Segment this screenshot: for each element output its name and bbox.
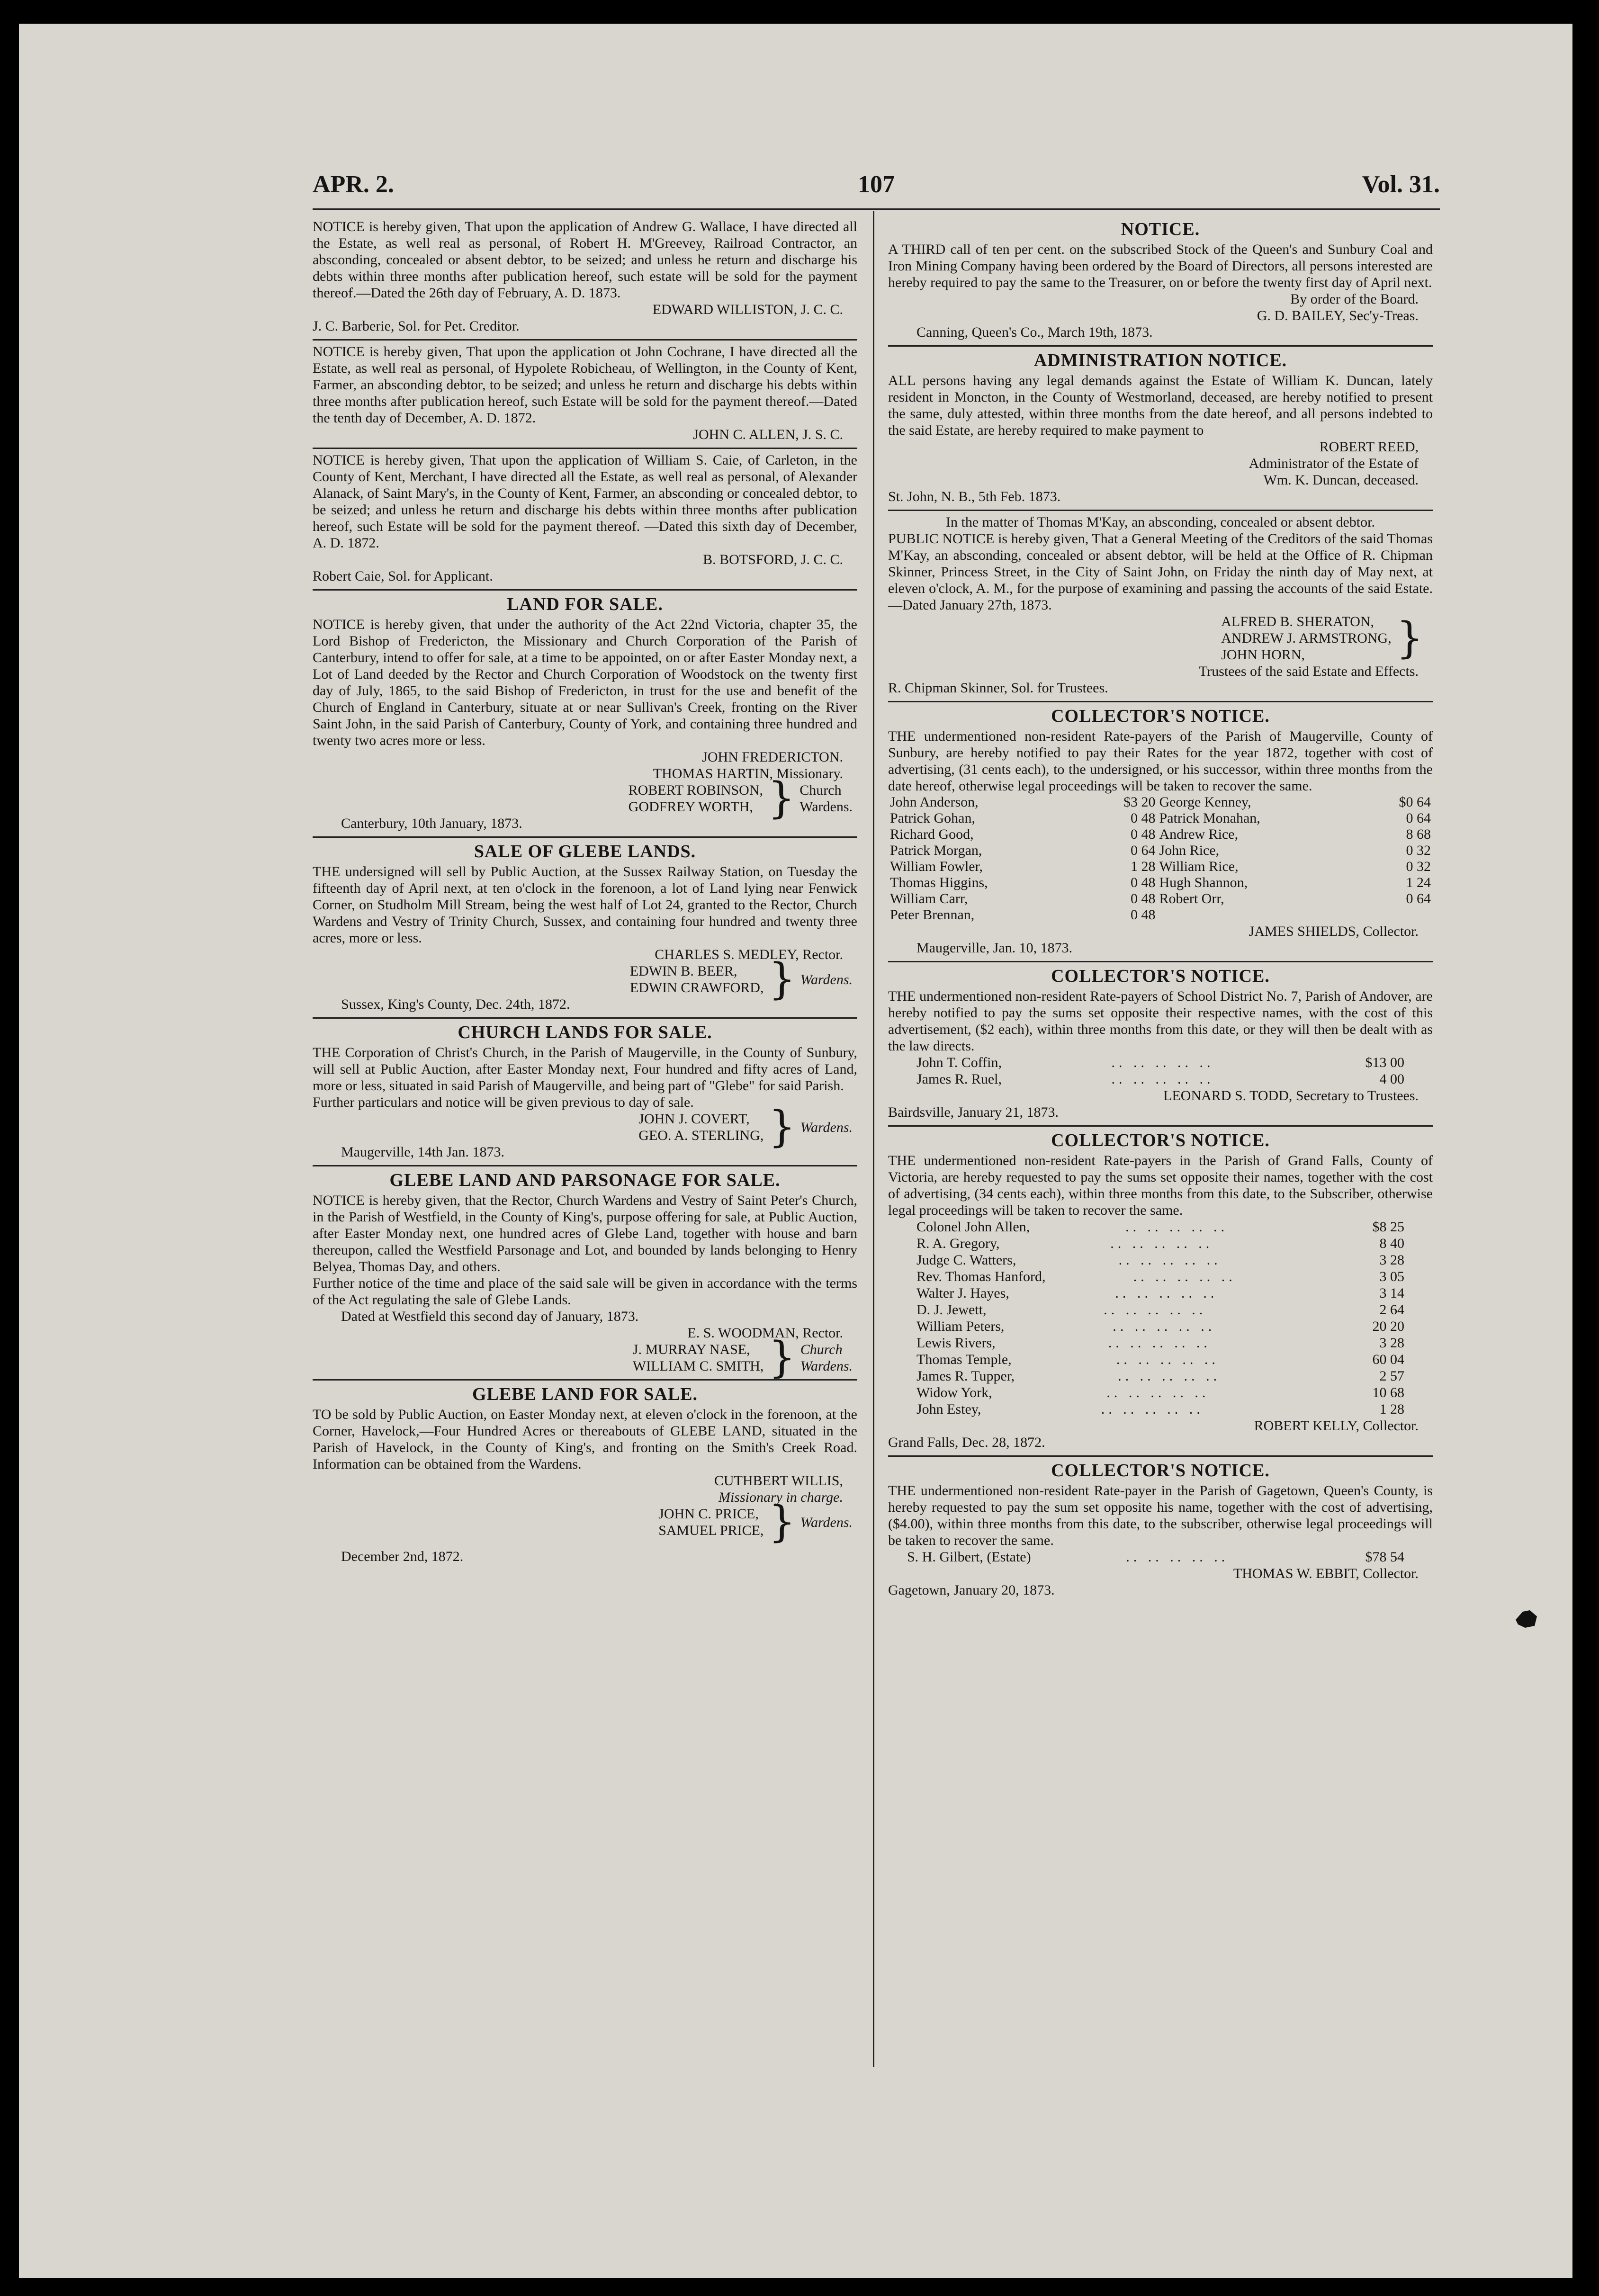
notice-signature: THOMAS W. EBBIT, Collector.: [1233, 1566, 1419, 1581]
ratepayer-amount: 1 28: [1131, 859, 1156, 874]
ratepayer-row: [916, 1252, 1404, 1268]
notice-dateline: Maugerville, Jan. 10, 1873.: [916, 940, 1073, 956]
ratepayer-row: [907, 1549, 1404, 1565]
notice-glebe-havelock: [313, 1381, 857, 1570]
leader-dots: .. .. .. .. ..: [1110, 1236, 1213, 1251]
ratepayer-name: James R. Ruel,: [916, 1071, 1002, 1087]
ratepayer-name: John Anderson,: [890, 794, 979, 810]
notice-glebe-lands: [313, 838, 857, 1019]
brace-glyph: }: [768, 954, 796, 1004]
ratepayer-row: [916, 1268, 1404, 1285]
ratepayer-amount: 8 68: [1406, 826, 1431, 842]
ratepayer-row: [916, 1054, 1404, 1071]
notice-dateline: Gagetown, January 20, 1873.: [888, 1582, 1055, 1598]
notice-signature: LEONARD S. TODD, Secretary to Trustees.: [1163, 1088, 1419, 1103]
notice-administration: [888, 347, 1433, 511]
ratepayer-name: [1158, 907, 1363, 923]
leader-dots: .. .. .. .. ..: [1111, 1071, 1214, 1087]
ratepayer-row: [888, 826, 1433, 843]
warden-role: Church: [800, 782, 842, 798]
ratepayers-list: [888, 1054, 1433, 1087]
notice-dateline: December 2nd, 1872.: [341, 1549, 464, 1564]
ratepayer-amount: 0 48: [1131, 907, 1156, 923]
leader-dots: .. .. .. .. ..: [1113, 1318, 1216, 1334]
warden-name: GEO. A. STERLING,: [638, 1128, 764, 1143]
matter-heading: In the matter of Thomas M'Kay, an absconding, concealed or absent debtor.: [946, 514, 1375, 530]
warden-role: Wardens.: [800, 971, 853, 987]
ratepayer-row: [916, 1301, 1404, 1318]
notice-mining-company: [888, 215, 1433, 347]
notice-body: NOTICE is hereby given, that the Rector, Church Wardens and Vestry of Saint Peter's Church, in the Parish of Westfield, in the County of King's, purpose offering for sale, at Public Auction, after Easter Monday next, one hundred acres of Glebe Land, together with house and barn thereupon, called the Westfield Parsonage and Lot, and bounded by lands belonging to Henry Belyea, Thomas Day, and others.: [313, 1193, 857, 1274]
warden-role: Wardens.: [800, 1119, 853, 1135]
page-number: 107: [858, 171, 895, 198]
notice-body: THE undersigned will sell by Public Auction, at the Sussex Railway Station, on Tuesday the fifteenth day of April next, at ten o'clock in the forenoon, a lot of Land lying near Fenwick Corner, on Studholm Mill Stream, being the west half of Lot 24, granted to the Rector, Church Wardens and Vestry of Trinity Church, Sussex, and containing four hundred and twenty three acres, more or less.: [313, 864, 857, 946]
ratepayer-row: [888, 891, 1433, 907]
ratepayer-row: [916, 1335, 1404, 1351]
newspaper-page: [19, 24, 1572, 2278]
issue-date: APR. 2.: [313, 171, 394, 198]
trustees-group: [888, 613, 1433, 663]
brace-glyph: }: [768, 773, 795, 823]
warden-role: Wardens.: [800, 799, 853, 815]
ratepayer-amount: 0 64: [1131, 843, 1156, 858]
notice-glebe-parsonage: [313, 1166, 857, 1381]
signature-rector: E. S. WOODMAN, Rector.: [687, 1325, 843, 1341]
ratepayer-amount: 1 24: [1406, 875, 1431, 890]
notice-dateline: Maugerville, 14th Jan. 1873.: [341, 1144, 504, 1160]
notice-title: COLLECTOR'S NOTICE.: [1051, 706, 1270, 726]
notice-body: THE undermentioned non-resident Rate-payers of the Parish of Maugerville, County of Sunbury, are hereby notified to pay their Rates for the year 1872, together with cost of advertising, (31 cents each), to the undersigned, or his successor, within three months from the date hereof, otherwise legal proceedings will be taken to recover the same.: [888, 728, 1433, 794]
ratepayer-row: [888, 907, 1433, 923]
running-header: [313, 166, 1440, 210]
notice-body: THE undermentioned non-resident Rate-payer in the Parish of Gagetown, Queen's County, is hereby requested to pay the sum set opposite his name, together with the cost of advertising, ($4.00), within three months from this date, to the subscriber, otherwise legal proceedings will be taken to recover the same.: [888, 1483, 1433, 1548]
ratepayer-amount: 0 48: [1131, 891, 1156, 906]
ratepayer-row: [888, 843, 1433, 859]
ratepayer-amount: 0 48: [1131, 826, 1156, 842]
notice-dateline: Dated at Westfield this second day of January, 1873.: [341, 1309, 639, 1324]
notice-title: COLLECTOR'S NOTICE.: [1051, 966, 1270, 986]
ratepayer-name: Patrick Morgan,: [890, 843, 982, 858]
leader-dots: .. .. .. .. ..: [1118, 1368, 1221, 1384]
ratepayer-amount: 0 32: [1406, 859, 1431, 874]
notice-mkay-creditors: [888, 511, 1433, 702]
ratepayer-name: Walter J. Hayes,: [916, 1285, 1009, 1301]
ratepayer-amount: 2 57: [1379, 1368, 1404, 1384]
ratepayer-amount: 0 48: [1131, 875, 1156, 890]
ratepayer-amount: 3 28: [1379, 1252, 1404, 1268]
notice-signature: ROBERT REED,: [1319, 439, 1419, 455]
notice-botsford: [313, 449, 857, 591]
ratepayer-name: Robert Orr,: [1159, 891, 1224, 906]
ratepayer-amount: 4 00: [1379, 1071, 1404, 1087]
brace-glyph: }: [768, 1497, 796, 1547]
leader-dots: .. .. .. .. ..: [1125, 1219, 1229, 1235]
notice-signature: JAMES SHIELDS, Collector.: [1249, 924, 1419, 939]
ratepayer-amount: 8 40: [1379, 1236, 1404, 1251]
order-line: By order of the Board.: [1290, 291, 1419, 307]
warden-name: ROBERT ROBINSON,: [628, 782, 764, 798]
ratepayer-name: Andrew Rice,: [1159, 826, 1239, 842]
ratepayer-row: [916, 1071, 1404, 1087]
notice-signature: G. D. BAILEY, Sec'y-Treas.: [1257, 308, 1419, 323]
leader-dots: .. .. .. .. ..: [1104, 1302, 1207, 1318]
notice-body: NOTICE is hereby given, That upon the application ot John Cochrane, I have directed all the Estate, as well real as personal, of Hypolete Robicheau, of Wellington, in the County of Kent, Farmer, an absconding debtor, to be seized; and unless he return and discharge his debts within three months after publication hereof, such Estate will be sold for the payment thereof.—Dated the tenth day of December, A. D. 1872.: [313, 344, 857, 426]
ratepayer-amount: [1363, 907, 1433, 923]
notice-title: CHURCH LANDS FOR SALE.: [458, 1022, 712, 1042]
ratepayer-row: [916, 1318, 1404, 1335]
ratepayer-name: D. J. Jewett,: [916, 1302, 987, 1318]
ratepayer-name: Hugh Shannon,: [1159, 875, 1248, 890]
warden-name: GODFREY WORTH,: [628, 799, 753, 815]
notice-body: THE undermentioned non-resident Rate-payers in the Parish of Grand Falls, County of Victoria, are hereby requested to pay the sums set opposite their names, together with the cost of advertising, (34 cents each), within three months from this date, to the Subscriber, otherwise legal proceedings will be taken to recover the same.: [888, 1153, 1433, 1218]
ratepayer-amount: 3 28: [1379, 1335, 1404, 1351]
ratepayer-name: William Carr,: [890, 891, 968, 906]
ratepayer-row: [916, 1235, 1404, 1252]
warden-name: J. MURRAY NASE,: [632, 1342, 750, 1357]
ratepayer-name: Thomas Higgins,: [890, 875, 988, 890]
signature-role: Missionary in charge.: [718, 1489, 843, 1505]
ratepayer-amount: 3 05: [1379, 1269, 1404, 1284]
signature-title: Administrator of the Estate of: [1249, 456, 1419, 471]
leader-dots: .. .. .. .. ..: [1111, 1055, 1214, 1070]
ratepayer-row: [916, 1368, 1404, 1384]
brace-glyph: }: [1396, 613, 1423, 663]
leader-dots: .. .. .. .. ..: [1116, 1352, 1219, 1367]
trustee-name: JOHN HORN,: [1221, 647, 1305, 663]
warden-role: Church: [800, 1342, 843, 1357]
ratepayer-name: Patrick Gohan,: [890, 810, 975, 826]
warden-role: Wardens.: [800, 1514, 853, 1530]
leader-dots: .. .. .. .. ..: [1106, 1385, 1210, 1400]
ratepayer-amount: 3 14: [1379, 1285, 1404, 1301]
notice-body: THE Corporation of Christ's Church, in the Parish of Maugerville, in the County of Sunbury, will sell at Public Auction, after Easter Monday next, Four hundred and fifty acres of Land, more or less, situated in said Parish of Maugerville, and being part of "Glebe" for said Parish.: [313, 1045, 857, 1094]
notice-dateline: Canning, Queen's Co., March 19th, 1873.: [916, 324, 1153, 340]
signature-rector: CHARLES S. MEDLEY, Rector.: [655, 947, 843, 962]
ratepayer-name: John Rice,: [1159, 843, 1220, 858]
left-column: [313, 215, 857, 1570]
ratepayer-row: [916, 1384, 1404, 1401]
signature-estate: Wm. K. Duncan, deceased.: [1263, 472, 1419, 488]
notice-signature: EDWARD WILLISTON, J. C. C.: [652, 302, 843, 317]
ink-blot: [1513, 1608, 1539, 1629]
ratepayer-row: [888, 875, 1433, 891]
notice-title: COLLECTOR'S NOTICE.: [1051, 1461, 1270, 1480]
signature-missionary: THOMAS HARTIN, Missionary.: [653, 766, 843, 781]
ratepayer-amount: 2 64: [1379, 1302, 1404, 1318]
notice-dateline: St. John, N. B., 5th Feb. 1873.: [888, 489, 1061, 504]
notice-dateline: Sussex, King's County, Dec. 24th, 1872.: [341, 996, 570, 1012]
notice-signature: JOHN C. ALLEN, J. S. C.: [693, 427, 843, 442]
ratepayer-name: R. A. Gregory,: [916, 1236, 1000, 1251]
ratepayer-row: [888, 859, 1433, 875]
notice-body: THE undermentioned non-resident Rate-payers of School District No. 7, Parish of Andover, are hereby notified to pay the sums set opposite their respective names, with the cost of this advertisement, ($2 each), within three months from this date, or they will then be dealt with as the law directs.: [888, 988, 1433, 1054]
leader-dots: .. .. .. .. ..: [1133, 1269, 1236, 1284]
ratepayer-name: Richard Good,: [890, 826, 974, 842]
ratepayers-table: [888, 794, 1433, 923]
notice-dateline: Canterbury, 10th January, 1873.: [341, 816, 522, 831]
ratepayers-list: [888, 1219, 1433, 1417]
notice-signature: B. BOTSFORD, J. C. C.: [703, 552, 843, 567]
notice-dateline: Grand Falls, Dec. 28, 1872.: [888, 1435, 1045, 1450]
ratepayer-name: John Estey,: [916, 1401, 981, 1417]
ratepayer-row: [916, 1219, 1404, 1235]
brace-glyph: }: [768, 1102, 796, 1152]
ratepayer-name: James R. Tupper,: [916, 1368, 1015, 1384]
warden-role: Wardens.: [800, 1358, 853, 1374]
trustees-line: Trustees of the said Estate and Effects.: [1198, 664, 1419, 679]
notice-collector-grand-falls: [888, 1127, 1433, 1457]
notice-dateline: Bairdsville, January 21, 1873.: [888, 1104, 1059, 1120]
warden-name: WILLIAM C. SMITH,: [632, 1358, 764, 1374]
notice-body: NOTICE is hereby given, That upon the application of Andrew G. Wallace, I have directed all the Estate, as well real as personal, of Robert H. M'Greevey, Railroad Contractor, an absconding, concealed or absent debtor, to be seized; and unless he return and discharge his debts within three months after publication hereof, such estate will be sold for the payment thereof.—Dated the 26th day of February, A. D. 1873.: [313, 219, 857, 301]
ratepayer-amount: 60 04: [1372, 1352, 1404, 1367]
leader-dots: .. .. .. .. ..: [1115, 1285, 1218, 1301]
right-column: [888, 215, 1433, 1603]
ratepayer-amount: $0 64: [1399, 794, 1431, 810]
notice-body-2: Further notice of the time and place of the said sale will be given in accordance with the terms of the Act regulating the sale of Glebe Lands.: [313, 1275, 857, 1308]
ratepayer-amount: 0 64: [1406, 891, 1431, 906]
ratepayer-amount: $8 25: [1372, 1219, 1404, 1235]
notice-church-lands: [313, 1019, 857, 1166]
ratepayer-name: George Kenney,: [1159, 794, 1251, 810]
ratepayer-name: William Fowler,: [890, 859, 983, 874]
ratepayer-amount: $13 00: [1365, 1055, 1404, 1070]
notice-williston: [313, 215, 857, 341]
ratepayer-row: [916, 1401, 1404, 1417]
notice-title: SALE OF GLEBE LANDS.: [474, 842, 696, 861]
ratepayer-amount: $78 54: [1365, 1549, 1404, 1565]
notice-body: NOTICE is hereby given, that under the authority of the Act 22nd Victoria, chapter 35, the Lord Bishop of Fredericton, the Missionary and Church Corporation of the Parish of Canterbury, intend to offer for sale, at a time to be appointed, on or after Easter Monday next, a Lot of Land deeded by the Rector and Church Corporation of Woodstock on the twenty first day of July, 1865, to the said Bishop of Fredericton, in trust for the use and benefit of the Church of England in Canterbury, situate at or near Sullivan's Creek, fronting on the River Saint John, in the said Parish of Canterbury, County of York, and containing three hundred and twenty two acres more or less.: [313, 617, 857, 748]
notice-body: A THIRD call of ten per cent. on the subscribed Stock of the Queen's and Sunbury Coal and Iron Mining Company having been ordered by the Board of Directors, all persons interested are hereby required to pay the same to the Treasurer, on or before the twenty first day of April next.: [888, 242, 1433, 290]
leader-dots: .. .. .. .. ..: [1101, 1401, 1204, 1417]
ratepayer-row: [888, 794, 1433, 810]
ratepayer-name: Widow York,: [916, 1385, 992, 1400]
warden-name: JOHN J. COVERT,: [638, 1111, 750, 1127]
ratepayer-name: Rev. Thomas Hanford,: [916, 1269, 1046, 1284]
notice-title: NOTICE.: [1121, 219, 1200, 239]
ratepayer-amount: 1 28: [1379, 1401, 1404, 1417]
ratepayer-amount: $3 20: [1123, 794, 1156, 810]
notice-title: LAND FOR SALE.: [507, 594, 663, 614]
trustee-name: ALFRED B. SHERATON,: [1221, 614, 1374, 629]
warden-name: JOHN C. PRICE,: [658, 1506, 759, 1522]
page-content: [313, 166, 1440, 2070]
notice-body: ALL persons having any legal demands against the Estate of William K. Duncan, lately resident in Moncton, in the County of Westmorland, deceased, are hereby notified to present the same, duly attested, within three months from the date hereof, and all persons indebted to the said Estate, are hereby required to make payment to: [888, 373, 1433, 438]
ratepayer-amount: 0 64: [1406, 810, 1431, 826]
warden-name: SAMUEL PRICE,: [658, 1523, 764, 1538]
warden-name: EDWIN CRAWFORD,: [629, 980, 764, 996]
signature-bishop: JOHN FREDERICTON.: [702, 749, 843, 765]
column-rule: [873, 211, 874, 2067]
solicitor-line: R. Chipman Skinner, Sol. for Trustees.: [888, 680, 1108, 696]
notice-collector-gagetown: [888, 1457, 1433, 1603]
notice-body: PUBLIC NOTICE is hereby given, That a General Meeting of the Creditors of the said Thomas M'Kay, an absconding, concealed or absent debtor, will be held at the Office of R. Chipman Skinner, Princess Street, in the City of Saint John, on Friday the ninth day of May next, at eleven o'clock, A. M., for the purpose of examining and passing the accounts of the said Estate.—Dated January 27th, 1873.: [888, 531, 1433, 613]
ratepayer-row: [888, 810, 1433, 826]
notice-title: GLEBE LAND FOR SALE.: [472, 1384, 698, 1404]
ratepayer-name: Peter Brennan,: [890, 907, 975, 923]
notice-title: COLLECTOR'S NOTICE.: [1051, 1130, 1270, 1150]
leader-dots: .. .. .. .. ..: [1126, 1549, 1229, 1565]
notice-body: TO be sold by Public Auction, on Easter Monday next, at eleven o'clock in the forenoon, at the Corner, Havelock,—Four Hundred Acres or thereabouts of GLEBE LAND, situated in the Parish of Havelock, in the County of King's, and fronting on the Smith's Creek Road. Information can be obtained from the Wardens.: [313, 1407, 857, 1472]
solicitor-line: J. C. Barberie, Sol. for Pet. Creditor.: [313, 318, 520, 334]
ratepayers-list: [888, 1549, 1433, 1565]
ratepayer-name: John T. Coffin,: [916, 1055, 1002, 1070]
ratepayer-amount: 20 20: [1372, 1318, 1404, 1334]
ratepayer-name: Thomas Temple,: [916, 1352, 1012, 1367]
notice-collector-maugerville: [888, 702, 1433, 962]
ratepayer-amount: 0 32: [1406, 843, 1431, 858]
ratepayer-row: [916, 1351, 1404, 1368]
ratepayer-amount: 0 48: [1131, 810, 1156, 826]
ratepayer-name: William Rice,: [1159, 859, 1239, 874]
volume-number: Vol. 31.: [1362, 171, 1440, 198]
ratepayer-name: Judge C. Watters,: [916, 1252, 1016, 1268]
brace-glyph: }: [768, 1333, 796, 1382]
solicitor-line: Robert Caie, Sol. for Applicant.: [313, 568, 493, 584]
notice-signature: ROBERT KELLY, Collector.: [1254, 1418, 1419, 1434]
signature-missionary: CUTHBERT WILLIS,: [714, 1473, 843, 1489]
notice-title: ADMINISTRATION NOTICE.: [1033, 350, 1287, 370]
notice-allen: [313, 341, 857, 449]
ratepayer-name: S. H. Gilbert, (Estate): [907, 1549, 1031, 1565]
ratepayer-row: [916, 1285, 1404, 1301]
ratepayer-name: Patrick Monahan,: [1159, 810, 1260, 826]
ratepayer-name: William Peters,: [916, 1318, 1005, 1334]
leader-dots: .. .. .. .. ..: [1118, 1252, 1222, 1268]
notice-body: NOTICE is hereby given, That upon the application of William S. Caie, of Carleton, in the County of Kent, Merchant, I have directed all the Estate, as well real as personal, of Alexander Alanack, of Saint Mary's, in the County of Kent, Farmer, an absconding or concealed debtor, to be seized; and unless he return and discharge his debts within three months after publication hereof, such Estate will be sold for the payment thereof. —Dated this sixth day of December, A. D. 1872.: [313, 452, 857, 551]
notice-body-2: Further particulars and notice will be given previous to day of sale.: [313, 1094, 694, 1110]
notice-collector-andover: [888, 962, 1433, 1127]
trustee-name: ANDREW J. ARMSTRONG,: [1221, 630, 1392, 646]
ratepayer-name: Colonel John Allen,: [916, 1219, 1030, 1235]
ratepayer-amount: 10 68: [1372, 1385, 1404, 1400]
notice-land-for-sale: [313, 591, 857, 838]
warden-name: EDWIN B. BEER,: [629, 963, 737, 979]
leader-dots: .. .. .. .. ..: [1108, 1335, 1211, 1351]
notice-title: GLEBE LAND AND PARSONAGE FOR SALE.: [389, 1170, 781, 1190]
ratepayer-name: Lewis Rivers,: [916, 1335, 996, 1351]
